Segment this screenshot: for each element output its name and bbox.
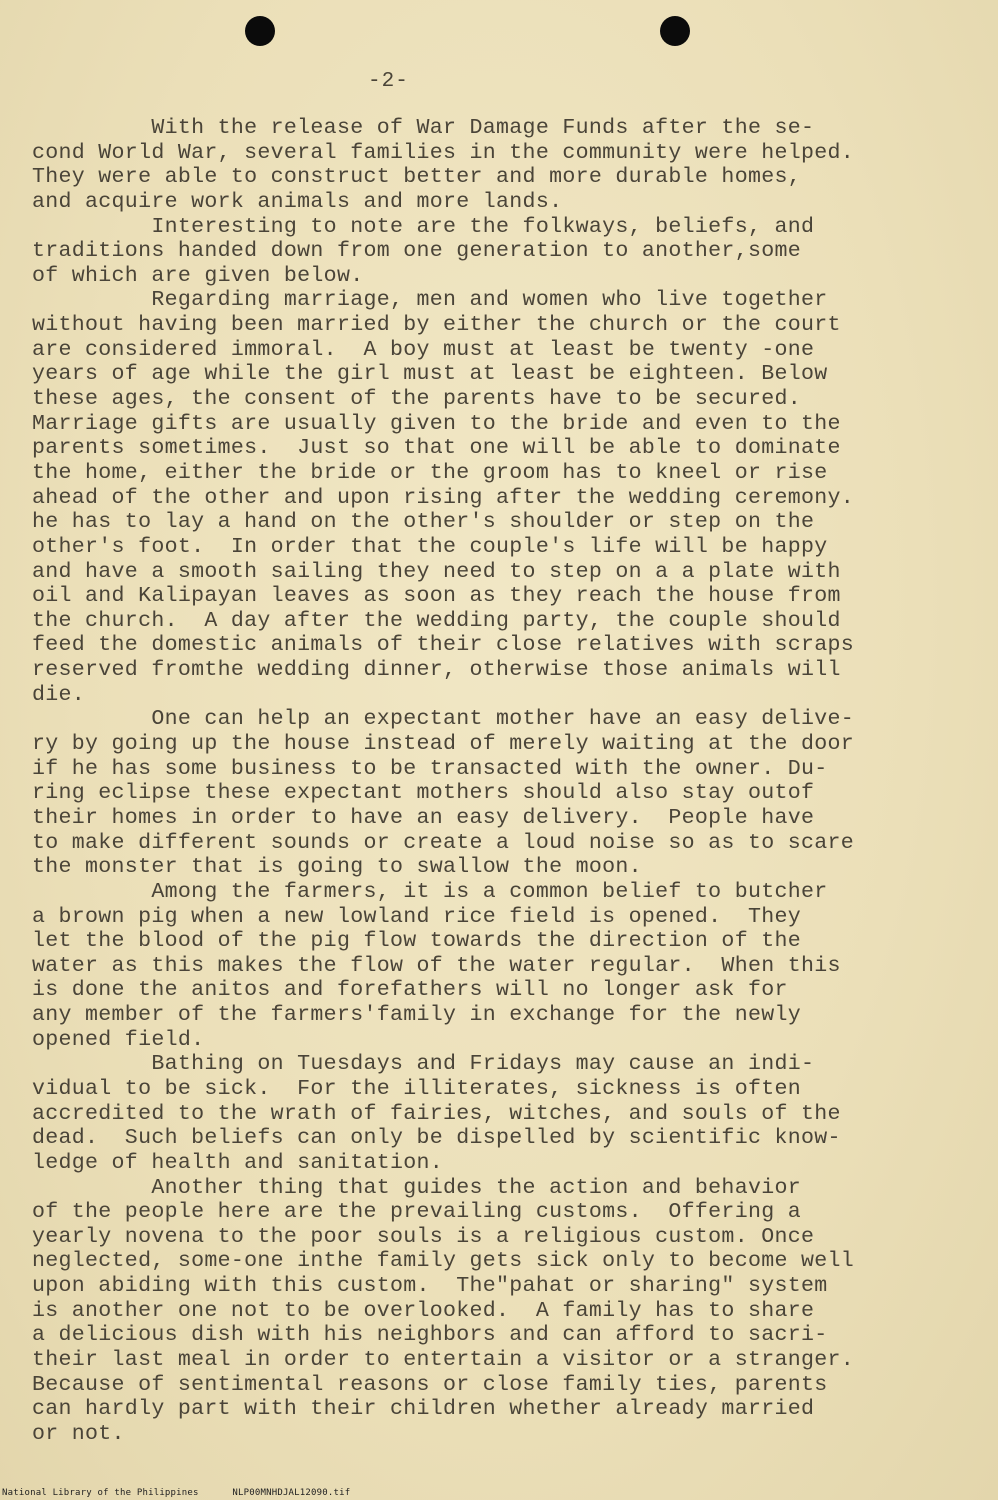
- text-line: if he has some business to be transacted with the owner. Du-: [32, 756, 828, 781]
- footer-filename: NLP00MNHDJAL12090.tif: [232, 1488, 351, 1498]
- text-line: feed the domestic animals of their close relatives with scraps: [32, 633, 855, 658]
- text-line: is done the anitos and forefathers will no longer ask for: [32, 978, 788, 1003]
- text-line: or not.: [32, 1421, 125, 1446]
- text-line: ledge of health and sanitation.: [32, 1150, 444, 1175]
- text-line: are considered immoral. A boy must at least be twenty -one: [32, 337, 815, 362]
- text-line: Marriage gifts are usually given to the bride and even to the: [32, 411, 841, 436]
- text-line: die.: [32, 682, 86, 707]
- punch-hole-right: [660, 16, 690, 46]
- text-line: without having been married by either the church or the court: [32, 313, 841, 338]
- text-line: ahead of the other and upon rising after the wedding ceremony.: [32, 485, 855, 510]
- text-line: oil and Kalipayan leaves as soon as they reach the house from: [32, 584, 841, 609]
- text-line: he has to lay a hand on the other's shoulder or step on the: [32, 510, 815, 535]
- text-line: traditions handed down from one generation to another,some: [32, 239, 801, 264]
- text-line: accredited to the wrath of fairies, witches, and souls of the: [32, 1101, 841, 1126]
- text-line: the monster that is going to swallow the moon.: [32, 855, 642, 880]
- text-line: neglected, some-one inthe family gets sick only to become well: [32, 1249, 855, 1274]
- text-line: ry by going up the house instead of merely waiting at the door: [32, 732, 855, 757]
- text-line: vidual to be sick. For the illiterates, sickness is often: [32, 1076, 801, 1101]
- text-line: these ages, the consent of the parents have to be secured.: [32, 387, 801, 412]
- text-line: their last meal in order to entertain a visitor or a stranger.: [32, 1348, 855, 1373]
- text-line: let the blood of the pig flow towards the direction of the: [32, 929, 801, 954]
- text-line: cond World War, several families in the community were helped.: [32, 140, 855, 165]
- text-line: to make different sounds or create a loud noise so as to scare: [32, 830, 855, 855]
- text-line: With the release of War Damage Funds after the se-: [32, 116, 815, 140]
- text-line: is another one not to be overlooked. A family has to share: [32, 1298, 815, 1323]
- text-line: water as this makes the flow of the water regular. When this: [32, 953, 841, 978]
- text-line: and have a smooth sailing they need to step on a a plate with: [32, 559, 841, 584]
- text-line: Bathing on Tuesdays and Fridays may cause an indi-: [32, 1052, 815, 1077]
- text-line: Among the farmers, it is a common belief to butcher: [32, 879, 828, 904]
- text-line: Because of sentimental reasons or close family ties, parents: [32, 1372, 828, 1397]
- page-number: -2-: [368, 70, 409, 93]
- text-line: They were able to construct better and more durable homes,: [32, 165, 801, 190]
- text-line: the home, either the bride or the groom has to kneel or rise: [32, 460, 828, 485]
- text-line: opened field.: [32, 1027, 205, 1052]
- text-line: One can help an expectant mother have an easy delive-: [32, 707, 855, 732]
- text-line: Interesting to note are the folkways, beliefs, and: [32, 214, 815, 239]
- text-line: ring eclipse these expectant mothers should also stay outof: [32, 781, 815, 806]
- footer-library: National Library of the Philippines: [2, 1488, 199, 1498]
- text-line: upon abiding with this custom. The"pahat or sharing" system: [32, 1274, 828, 1299]
- text-line: years of age while the girl must at least be eighteen. Below: [32, 362, 828, 387]
- body-text: [32, 116, 962, 1447]
- footer-caption: [2, 1488, 350, 1498]
- text-line: parents sometimes. Just so that one will be able to dominate: [32, 436, 841, 461]
- text-line: yearly novena to the poor souls is a religious custom. Once: [32, 1224, 815, 1249]
- text-line: other's foot. In order that the couple's life will be happy: [32, 534, 828, 559]
- text-line: of the people here are the prevailing customs. Offering a: [32, 1200, 801, 1225]
- text-line: the church. A day after the wedding party, the couple should: [32, 608, 841, 633]
- text-line: their homes in order to have an easy delivery. People have: [32, 805, 815, 830]
- text-line: a delicious dish with his neighbors and can afford to sacri-: [32, 1323, 828, 1348]
- text-line: any member of the farmers'family in exchange for the newly: [32, 1003, 801, 1028]
- text-line: Regarding marriage, men and women who live together: [32, 288, 828, 313]
- text-line: of which are given below.: [32, 263, 364, 288]
- text-line: a brown pig when a new lowland rice field is opened. They: [32, 904, 801, 929]
- text-line: Another thing that guides the action and behavior: [32, 1175, 801, 1200]
- text-line: reserved fromthe wedding dinner, otherwise those animals will: [32, 658, 841, 683]
- text-line: dead. Such beliefs can only be dispelled by scientific know-: [32, 1126, 841, 1151]
- text-line: can hardly part with their children whether already married: [32, 1397, 815, 1422]
- punch-hole-left: [245, 16, 275, 46]
- text-line: and acquire work animals and more lands.: [32, 189, 563, 214]
